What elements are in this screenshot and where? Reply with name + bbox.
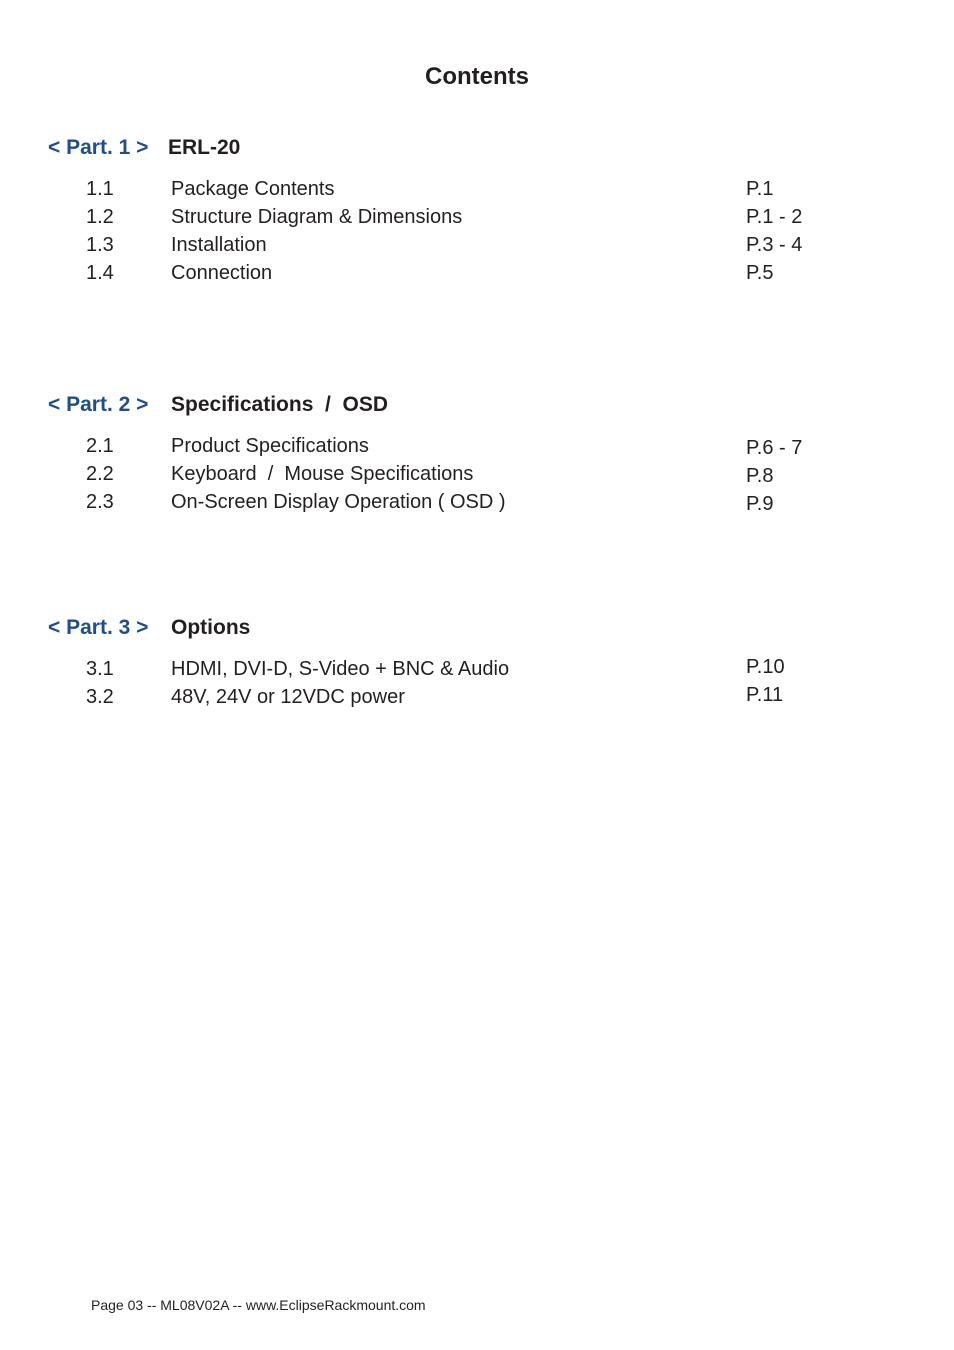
entry-title: Connection xyxy=(171,262,273,284)
toc-entry[interactable] xyxy=(48,460,908,488)
entry-title: 48V, 24V or 12VDC power xyxy=(171,686,405,708)
part-header xyxy=(48,133,908,163)
entry-number: 1.4 xyxy=(86,262,114,284)
entry-number: 1.3 xyxy=(86,234,114,256)
entry-page: P.10 xyxy=(746,656,785,678)
entry-number: 2.3 xyxy=(86,491,114,513)
entry-number: 3.1 xyxy=(86,658,114,680)
toc-entry[interactable] xyxy=(48,655,908,683)
entry-number: 2.2 xyxy=(86,463,114,485)
toc-entry[interactable] xyxy=(48,259,908,287)
entry-page: P.1 - 2 xyxy=(746,206,803,228)
part-3-section xyxy=(48,613,908,708)
entry-page: P.11 xyxy=(746,684,784,706)
part-label: < Part. 3 > xyxy=(48,616,149,639)
entry-number: 1.1 xyxy=(86,178,114,200)
entry-number: 2.1 xyxy=(86,435,114,457)
part-title: ERL-20 xyxy=(168,136,241,159)
part-header xyxy=(48,390,908,420)
entry-title: Installation xyxy=(171,234,267,256)
entry-title: Product Specifications xyxy=(171,435,369,457)
part-label: < Part. 1 > xyxy=(48,136,149,159)
entry-page: P.5 xyxy=(746,262,774,284)
part-header xyxy=(48,613,908,643)
part-title: Specifications / OSD xyxy=(171,393,389,416)
entry-page: P.3 - 4 xyxy=(746,234,803,256)
entry-number: 3.2 xyxy=(86,686,114,708)
entry-title: Keyboard / Mouse Specifications xyxy=(171,463,474,485)
entry-page: P.1 xyxy=(746,178,774,200)
toc-entry[interactable] xyxy=(48,432,908,460)
toc-entry[interactable] xyxy=(48,175,908,203)
entry-title: Package Contents xyxy=(171,178,335,200)
entry-page: P.8 xyxy=(746,465,774,487)
entry-title: HDMI, DVI-D, S-Video + BNC & Audio xyxy=(171,658,510,680)
part-title: Options xyxy=(171,616,251,639)
toc-entry[interactable] xyxy=(48,231,908,259)
part-label: < Part. 2 > xyxy=(48,393,149,416)
entry-number: 1.2 xyxy=(86,206,114,228)
entry-page: P.9 xyxy=(746,493,774,515)
page-title: Contents xyxy=(425,63,529,90)
toc-entry[interactable] xyxy=(48,203,908,231)
entry-title: On-Screen Display Operation ( OSD ) xyxy=(171,491,506,513)
entry-title: Structure Diagram & Dimensions xyxy=(171,206,463,228)
part-2-section xyxy=(48,390,908,515)
page-footer: Page 03 -- ML08V02A -- www.EclipseRackmount.com xyxy=(91,1297,426,1313)
part-1-section xyxy=(48,133,908,284)
entry-page: P.6 - 7 xyxy=(746,437,803,459)
toc-entry[interactable] xyxy=(48,683,908,711)
toc-entry[interactable] xyxy=(48,488,908,516)
